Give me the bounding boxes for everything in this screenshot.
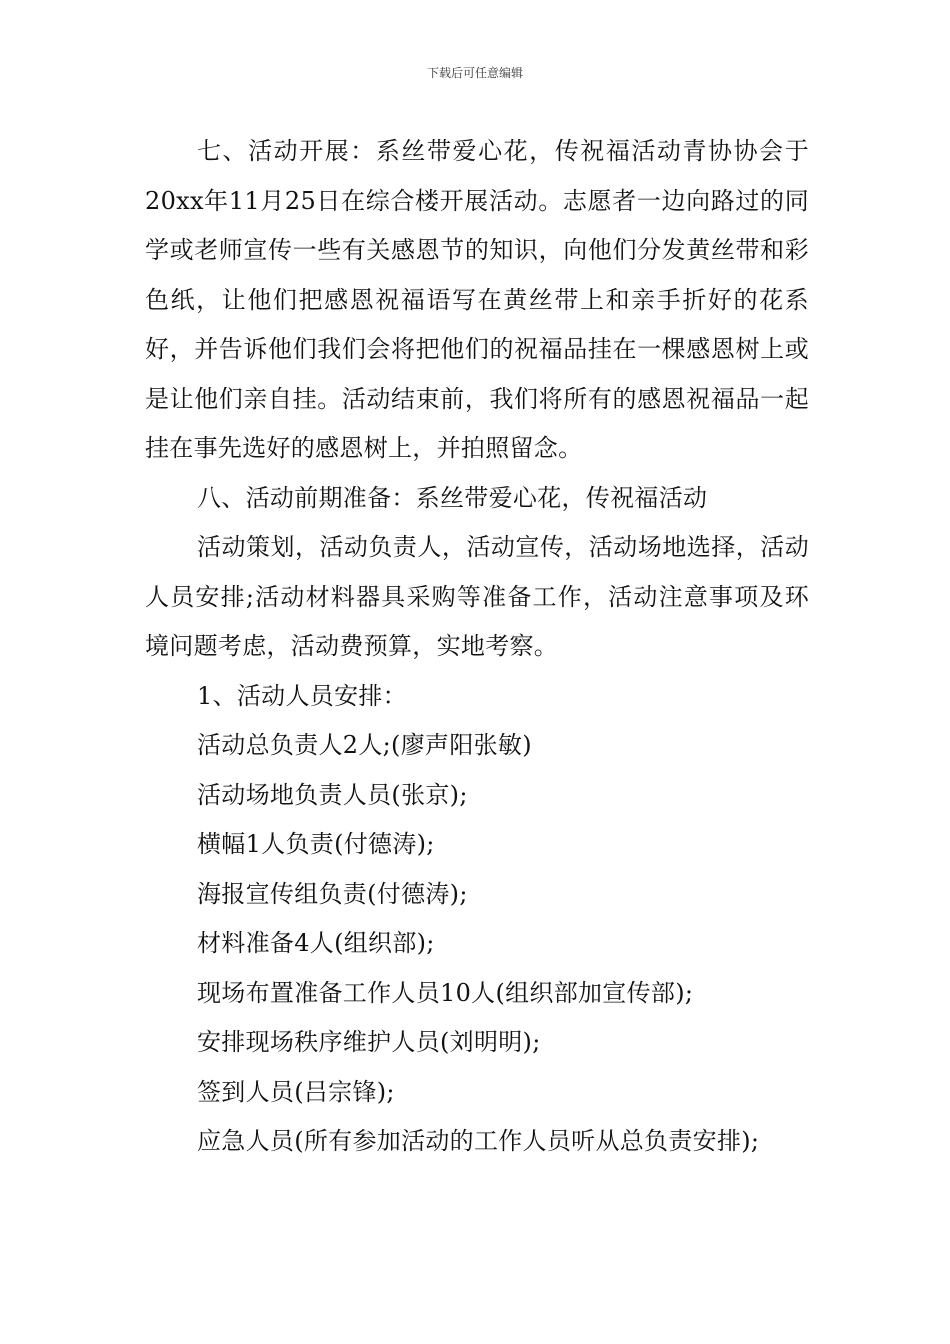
page-header-note: 下载后可任意编辑	[426, 66, 523, 80]
paragraph-staff-heading: 1、活动人员安排：	[197, 681, 407, 710]
list-item: 海报宣传组负责(付德涛);	[197, 879, 468, 908]
list-item: 签到人员(吕宗锋);	[197, 1077, 395, 1106]
list-item: 材料准备4人(组织部);	[197, 929, 435, 957]
paragraph-preparation-details: 活动策划，活动负责人，活动宣传，活动场地选择，活动人员安排;活动材料器具采购等准备工作，活动注意事项及环境问题考虑，活动费预算，实地考察。	[145, 533, 809, 660]
list-item: 现场布置准备工作人员10人(组织部加宣传部);	[197, 978, 694, 1007]
list-item: 活动总负责人2人;(廖声阳张敏)	[197, 731, 532, 759]
list-item: 活动场地负责人员(张京);	[197, 780, 468, 809]
list-item: 横幅1人负责(付德涛);	[197, 830, 435, 858]
list-item: 安排现场秩序维护人员(刘明明);	[197, 1028, 541, 1056]
paragraph-activity-execution: 七、活动开展：系丝带爱心花，传祝福活动青协协会于20xx年11月25日在综合楼开展活动。志愿者一边向路过的同学或老师宣传一些有关感恩节的知识，向他们分发黄丝带和彩色纸，让他们把感恩祝福语写在黄丝带上和亲手折好的花系好，并告诉他们我们会将把他们的祝福品挂在一棵感恩树上或是让他们亲自挂。活动结束前，我们将所有的感恩祝福品一起挂在事先选好的感恩树上，并拍照留念。	[145, 137, 809, 462]
paragraph-preparation-heading: 八、活动前期准备：系丝带爱心花，传祝福活动	[197, 483, 708, 512]
list-item: 应急人员(所有参加活动的工作人员听从总负责安排);	[197, 1127, 760, 1155]
document-body	[145, 127, 809, 1167]
